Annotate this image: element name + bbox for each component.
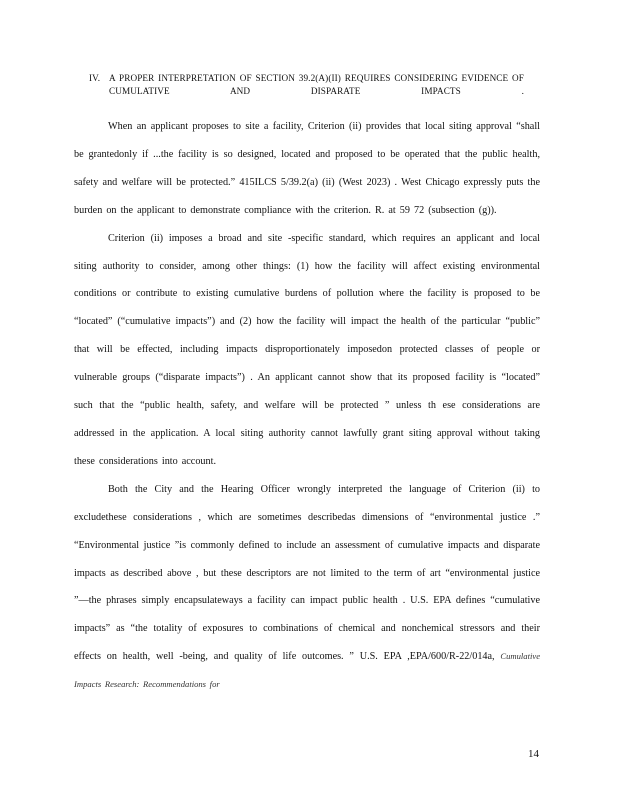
citation-title: Cumulative Impacts Research: Recommendations for (74, 651, 541, 690)
paragraph-wrong-interpretation (74, 476, 540, 699)
body-text (74, 113, 540, 699)
section-heading (89, 72, 549, 98)
paragraph-broad-standard: Criterion (ii) imposes a broad and site -specific standard, which requires an applicant and local siting authority to consider, among other things: (1) how the facility will affect existing environmental conditions or contribute to existing cumulative burdens of pollution where the facility is proposed to be “located” (“cumulative impacts”) and (2) how the facility will impact the health of the particular “public” that will be effected, including impacts disproportionately imposedon protected classes of people or vulnerable groups (“disparate impacts”) . An applicant cannot show that its proposed facility is “located” such that the “public health, safety, and welfare will be protected ” unless th ese considerations are addressed in the application. A local siting authority cannot lawfully grant siting approval without taking these considerations into account. (74, 232, 540, 467)
paragraph-criterion-ii: When an applicant proposes to site a facility, Criterion (ii) provides that local siting approval “shall be grantedonly if ...the facility is so designed, located and proposed to be operated that the public health, safety and welfare will be protected.” 415ILCS 5/39.2(a) (ii) (West 2023) . West Chicago expressly puts the burden on the applicant to demonstrate compliance with the criterion. R. at 59 72 (subsection (g)). (74, 121, 540, 216)
section-number: IV. (89, 73, 101, 83)
page-number: 14 (528, 748, 539, 760)
section-heading-text: A PROPER INTERPRETATION OF SECTION 39.2(A)(II) REQUIRES CONSIDERING EVIDENCE OF CUMULATIVE AND DISPARATE IMPACTS . (109, 73, 524, 96)
paragraph-wrong-interpretation-text: Both the City and the Hearing Officer wrongly interpreted the language of Criterion (ii) to excludethese considerations , which are sometimes describedas dimensions of “environmental justice .” “Environmental justice ”is commonly defined to include an assessment of cumulative impacts and disparate impacts as described above , but these descriptors are not limited to the term of art “environmental justice ”—the phrases simply encapsulateways a facility can impact public health . U.S. EPA defines “cumulative impacts” as “the totality of exposures to combinations of chemical and nonchemical stressors and their effects on health, well -being, and quality of life outcomes. ” U.S. EPA ,EPA/600/R-22/014a, (74, 483, 540, 663)
